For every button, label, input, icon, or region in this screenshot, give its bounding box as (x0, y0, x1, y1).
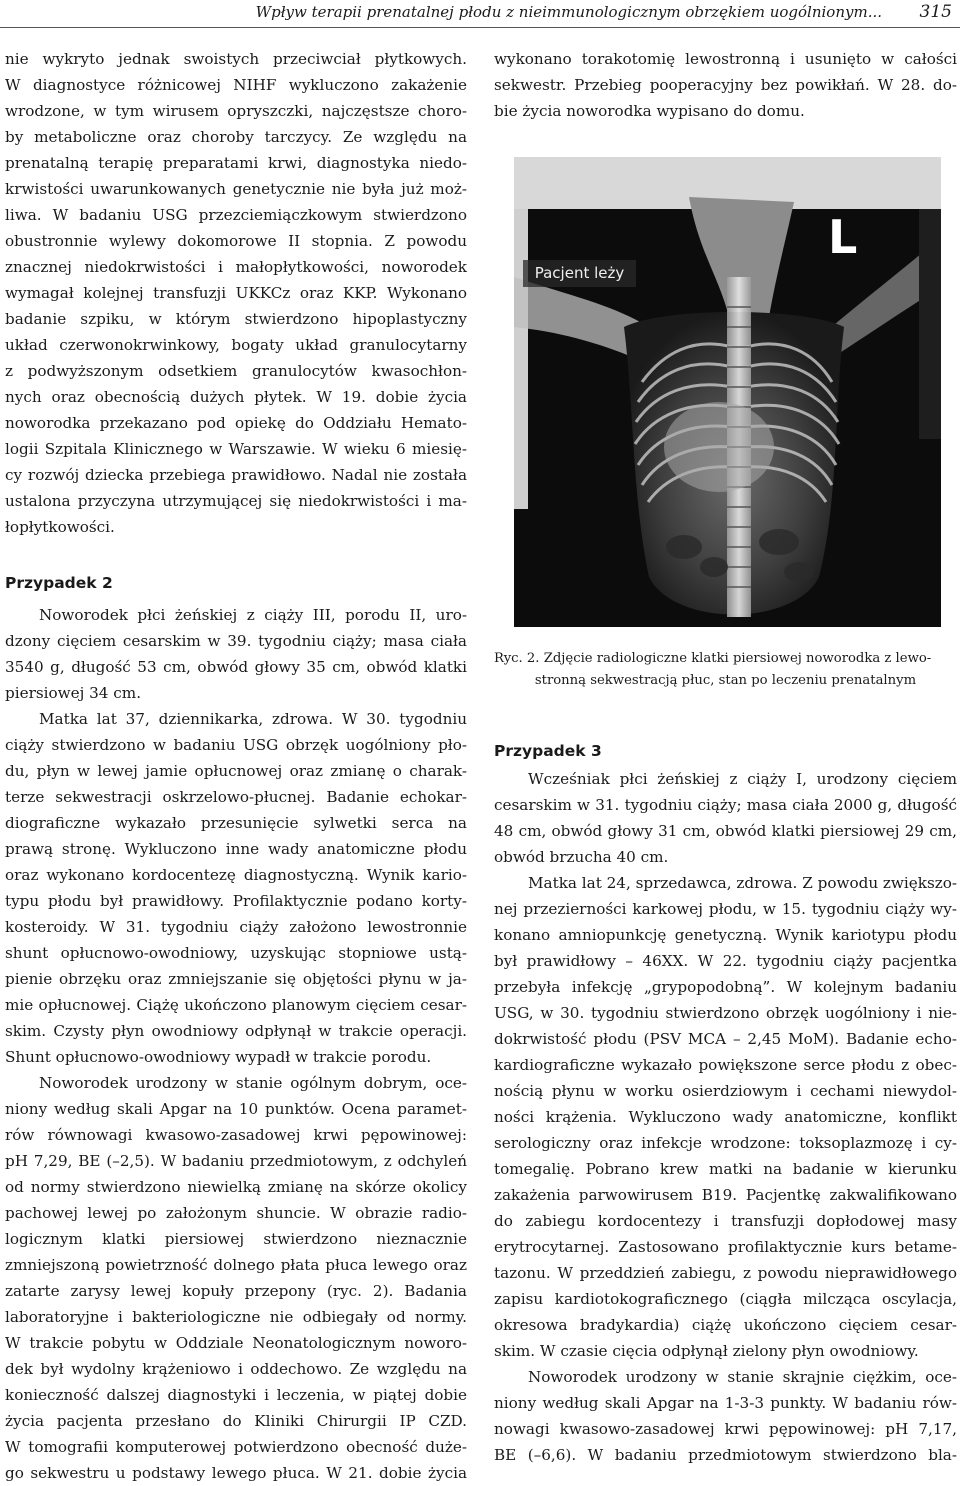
text-line: cesarskim w 31. tygodniu ciąży; masa ciała 2000 g, długość (494, 796, 957, 814)
text-line: mie opłucnowej. Ciążę ukończono planowym cięciem cesar- (5, 996, 467, 1014)
text-line: okresowa bradykardia) ciążę ukończono cięciem cesar- (494, 1316, 957, 1334)
running-header (0, 0, 960, 28)
text-line: zakażenia parwowirusem B19. Pacjentkę zakwalifikowano (494, 1186, 957, 1204)
text-line: nie wykryto jednak swoistych przeciwciał płytkowych. (5, 50, 467, 68)
right-column-case-3 (494, 738, 957, 1468)
paragraph-case-2-patient (5, 602, 467, 706)
text-line: zmniejszoną powietrzność dolnego płata płuca lewego oraz (5, 1256, 467, 1274)
figure-caption (494, 648, 957, 692)
text-line: Noworodek płci żeńskiej z ciąży III, porodu II, uro- (39, 606, 467, 624)
paragraph-case-2-mother (5, 706, 467, 1070)
text-line: obwód brzucha 40 cm. (494, 848, 669, 866)
text-line: zatarte zarysy lewej kopuły przepony (ryc. 2). Badania (5, 1282, 467, 1300)
text-line: noworodka przekazano pod opiekę do Oddziału Hemato- (5, 414, 467, 432)
text-line: by metaboliczne oraz choroby tarczycy. Ze względu na (5, 128, 467, 146)
text-line: prawą stronę. Wykluczono inne wady anatomiczne płodu (5, 840, 467, 858)
caption-line: stronną sekwestracją płuc, stan po leczeniu prenatalnym (534, 673, 917, 688)
text-line: go sekwestru u podstawy lewego płuca. W 21. dobie życia (5, 1464, 467, 1482)
running-title: Wpływ terapii prenatalnej płodu z nieimmunologicznym obrzękiem uogólnionym... (255, 3, 882, 21)
text-line: z podwyższonym odsetkiem granulocytów kwasochłon- (5, 362, 467, 380)
text-line: piersiowej 34 cm. (5, 684, 142, 702)
text-line: Noworodek urodzony w stanie skrajnie ciężkim, oce- (528, 1368, 957, 1386)
text-line: kosteroidy. W 31. tygodniu ciąży założono lewostronnie (5, 918, 467, 936)
chest-xray-figure (514, 157, 941, 627)
text-line: tomegalię. Pobrano krew matki na badanie w kierunku (494, 1160, 957, 1178)
text-line: konano amniopunkcję genetyczną. Wynik kariotypu płodu (494, 926, 957, 944)
xray-image (514, 157, 941, 627)
side-marker: L (828, 210, 858, 264)
text-line: serologiczny oraz infekcje wrodzone: toksoplazmozę i cy- (494, 1134, 957, 1152)
left-column (5, 46, 467, 1486)
text-line: laboratoryjne i bakteriologiczne nie odbiegały od normy. (5, 1308, 467, 1326)
text-line: W trakcie pobytu w Oddziale Neonatologicznym noworo- (5, 1334, 467, 1352)
text-line: Matka lat 24, sprzedawca, zdrowa. Z powodu zwiększo- (528, 874, 958, 892)
text-line: łopłytkowości. (5, 518, 115, 536)
text-line: nej przezierności karkowej płodu, w 15. tygodniu ciąży wy- (494, 900, 957, 918)
text-line: sekwestr. Przebieg pooperacyjny bez powikłań. W 28. do- (494, 76, 957, 94)
text-line: W diagnostyce różnicowej NIHF wykluczono zakażenie (5, 76, 467, 94)
text-line: obustronnie wylewy dokomorowe II stopnia. Z powodu (5, 232, 467, 250)
text-line: terze sekwestracji oskrzelowo-płucnej. Badanie echokar- (5, 788, 467, 806)
paragraph-case-2-newborn (5, 1070, 467, 1486)
text-line: oraz wykonano kordocentezę diagnostyczną. Wynik kario- (5, 866, 467, 884)
text-line: od normy stwierdzono niewielką zmianę na skórze okolicy (5, 1178, 467, 1196)
text-line: prenatalną terapię preparatami krwi, diagnostyka niedo- (5, 154, 467, 172)
text-line: wykonano torakotomię lewostronną i usunięto w całości (494, 50, 957, 68)
text-line: dek był wydolny krążeniowo i oddechowo. Ze względu na (5, 1360, 467, 1378)
text-line: wymagał kolejnej transfuzji UKKCz oraz KKP. Wykonano (5, 284, 467, 302)
text-line: BE (–6,6). W badaniu przedmiotowym stwierdzono bla- (494, 1446, 957, 1464)
text-line: był prawidłowy – 46XX. W 22. tygodniu ciąży pacjentka (494, 952, 957, 970)
text-line: niony według skali Apgar na 1-3-3 punkty. W badaniu rów- (494, 1394, 957, 1412)
text-line: skim. W czasie cięcia odpłynął zielony płyn owodniowy. (494, 1342, 919, 1360)
text-line: układ czerwonokrwinkowy, bogaty układ granulocytarny (5, 336, 467, 354)
text-line: niony według skali Apgar na 10 punktów. Ocena paramet- (5, 1100, 467, 1118)
text-line: do zabiegu kordocentezy i transfuzji dopłodowej masy (494, 1212, 957, 1230)
right-column-top (494, 46, 957, 124)
text-line: pachowej lewej po założonym shuncie. W obrazie radio- (5, 1204, 467, 1222)
text-line: 48 cm, obwód głowy 31 cm, obwód klatki piersiowej 29 cm, (494, 822, 957, 840)
text-line: 3540 g, długość 53 cm, obwód głowy 35 cm, obwód klatki (5, 658, 467, 676)
text-line: typu płodu był prawidłowy. Profilaktycznie podano korty- (5, 892, 467, 910)
paragraph-case-3-newborn (494, 1364, 957, 1468)
text-line: zapisu kardiotokograficznego (ciągła milcząca oscylacja, (494, 1290, 957, 1308)
text-line: dzony cięciem cesarskim w 39. tygodniu ciąży; masa ciała (5, 632, 467, 650)
text-line: dokrwistość płodu (PSV MCA – 2,45 MoM). Badanie echo- (494, 1030, 957, 1048)
text-line: ustalona przyczyna utrzymującej się niedokrwistości i ma- (5, 492, 467, 510)
text-line: Shunt opłucnowo-owodniowy wypadł w trakcie porodu. (5, 1048, 432, 1066)
text-line: skim. Czysty płyn owodniowy odpłynął w trakcie operacji. (5, 1022, 467, 1040)
text-line: znacznej niedokrwistości i małopłytkowości, noworodek (5, 258, 467, 276)
text-line: erytrocytarnej. Zastosowano profilaktycznie kurs betame- (494, 1238, 957, 1256)
text-line: logicznym klatki piersiowej stwierdzono nieznacznie (5, 1230, 467, 1248)
text-line: Wcześniak płci żeńskiej z ciąży I, urodzony cięciem (528, 770, 957, 788)
text-line: pienie obrzęku oraz zmniejszanie się objętości płynu w ja- (5, 970, 467, 988)
text-line: cy rozwój dziecka przebiega prawidłowo. Nadal nie została (5, 466, 467, 484)
text-line: USG, w 30. tygodniu stwierdzono obrzęk uogólniony i nie- (494, 1004, 957, 1022)
page-number: 315 (919, 2, 952, 22)
text-line: kardiograficzne wykazało powiększone serce płodu z obec- (494, 1056, 957, 1074)
text-line: shunt opłucnowo-owodniowy, uzyskując stopniowe ustą- (5, 944, 467, 962)
text-line: nowagi kwasowo-zasadowej krwi pępowinowej: pH 7,17, (494, 1420, 957, 1438)
caption-line: Ryc. 2. Zdjęcie radiologiczne klatki piersiowej noworodka z lewo- (494, 651, 932, 666)
text-line: pH 7,29, BE (–2,5). W badaniu przedmiotowym, z odchyleń (5, 1152, 467, 1170)
text-line: nością płynu w worku osierdziowym i cechami niewydol- (494, 1082, 957, 1100)
text-line: konieczność dalszej diagnostyki i leczenia, w piątej dobie (5, 1386, 467, 1404)
text-line: krwistości uwarunkowanych genetycznie nie była już moż- (5, 180, 467, 198)
text-line: Matka lat 37, dziennikarka, zdrowa. W 30. tygodniu (39, 710, 467, 728)
text-line: życia pacjenta przesłano do Kliniki Chirurgii IP CZD. (5, 1412, 467, 1430)
text-line: ciąży stwierdzono w badaniu USG obrzęk uogólniony pło- (5, 736, 467, 754)
paragraph-case-3-mother (494, 870, 957, 1364)
text-line: W tomografii komputerowej potwierdzono obecność duże- (5, 1438, 467, 1456)
text-line: rów równowagi kwasowo-zasadowej krwi pępowinowej: (5, 1126, 467, 1144)
text-line: nych oraz obecnością dużych płytek. W 19. dobie życia (5, 388, 467, 406)
text-line: tazonu. W przeddzień zabiegu, z powodu nieprawidłowego (494, 1264, 957, 1282)
patient-position-label: Pacjent leży (523, 260, 636, 287)
text-line: du, płyn w lewej jamie opłucnowej oraz zmianę o charak- (5, 762, 467, 780)
text-line: przebyła infekcję „grypopodobną”. W kolejnym badaniu (494, 978, 957, 996)
text-line: wrodzone, w tym wirusem opryszczki, najczęstsze choro- (5, 102, 467, 120)
section-heading-case-3: Przypadek 3 (494, 742, 602, 760)
text-line: badanie szpiku, w którym stwierdzono hipoplastyczny (5, 310, 467, 328)
text-line: Noworodek urodzony w stanie ogólnym dobrym, oce- (39, 1074, 467, 1092)
text-line: diograficzne wykazało przesunięcie sylwetki serca na (5, 814, 467, 832)
text-line: bie życia noworodka wypisano do domu. (494, 102, 805, 120)
text-line: liwa. W badaniu USG przezciemiączkowym stwierdzono (5, 206, 467, 224)
text-line: logii Szpitala Klinicznego w Warszawie. W wieku 6 miesię- (5, 440, 467, 458)
paragraph-continuation (5, 46, 467, 540)
paragraph-case-3-patient (494, 766, 957, 870)
section-heading-case-2: Przypadek 2 (5, 574, 113, 592)
text-line: ności krążenia. Wykluczono wady anatomiczne, konflikt (494, 1108, 957, 1126)
